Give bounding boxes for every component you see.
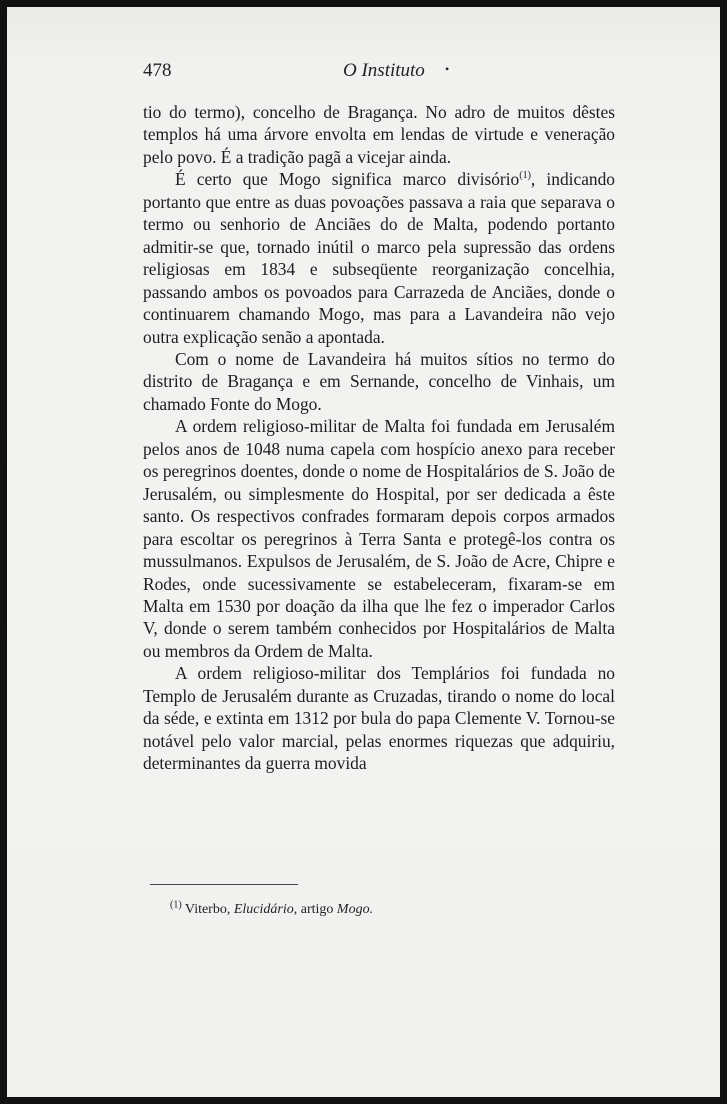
ornament-dot: • (445, 62, 450, 76)
paragraph-2 (143, 168, 615, 348)
footnote (170, 899, 590, 918)
footnote-divider (150, 884, 298, 885)
body-text (143, 101, 615, 775)
paragraph-2-text-a: É certo que Mogo significa marco divisório (175, 169, 520, 190)
page-number: 478 (143, 60, 172, 81)
paragraph-2-text-b: , indicando portanto que entre as duas povoações passava a raia que separava o termo ou senhorio de Anciães do de Malta, podendo portanto admitir-se que, tornado inútil o marco pela supressão das ordens religiosas em 1834 e subseqüente reorganização concelhia, passando ambos os povoados para Carrazeda de Anciães, donde o continuarem chamando Mogo, mas para a Lavandeira não vejo outra explicação senão a apontada. (143, 169, 616, 347)
paragraph-3: Com o nome de Lavandeira há muitos sítios no termo do distrito de Bragança e em Sernande, concelho de Vinhais, um chamado Fonte do Mogo. (143, 348, 615, 414)
footnote-marker: (1) (170, 899, 182, 911)
running-header (143, 60, 613, 90)
footnote-reference: (1) (519, 170, 531, 182)
running-title: O Instituto (343, 60, 425, 81)
paragraph-4: A ordem religioso-militar de Malta foi fundada em Jerusalém pelos anos de 1048 numa capela com hospício anexo para receber os peregrinos doentes, donde o nome de Hospitalários de S. João de Jerusalém, ou simplesmente do Hospital, por ser dedicada a êste santo. Os respectivos confrades formaram depois corpos armados para escoltar os peregrinos à Terra Santa e protegê-los contra os mussulmanos. Expulsos de Jerusalém, de S. João de Acre, Chipre e Rodes, onde sucessivamente se estabeleceram, fixaram-se em Malta em 1530 por doação da ilha que lhe fez o imperador Carlos V, donde o serem também conhecidos por Hospitalários de Malta ou membros da Ordem de Malta. (143, 416, 615, 661)
footnote-author: Viterbo, (184, 902, 231, 917)
paragraph-1: tio do termo), concelho de Bragança. No adro de muitos dêstes templos há uma árvore envolta em lendas de virtude e veneração pelo povo. É a tradição pagã a vicejar ainda. (143, 102, 615, 167)
footnote-middle: artigo (300, 902, 334, 917)
footnote-entry: Mogo. (336, 902, 374, 917)
paragraph-5: A ordem religioso-militar dos Templários foi fundada no Templo de Jerusalém durante as Cruzadas, tirando o nome do local da séde, e extinta em 1312 por bula do papa Clemente V. Tornou-se notável pelo valor marcial, pelas enormes riquezas que adquiriu, determinantes da guerra movida (143, 663, 615, 774)
footnote-work: Elucidário, (233, 902, 298, 917)
